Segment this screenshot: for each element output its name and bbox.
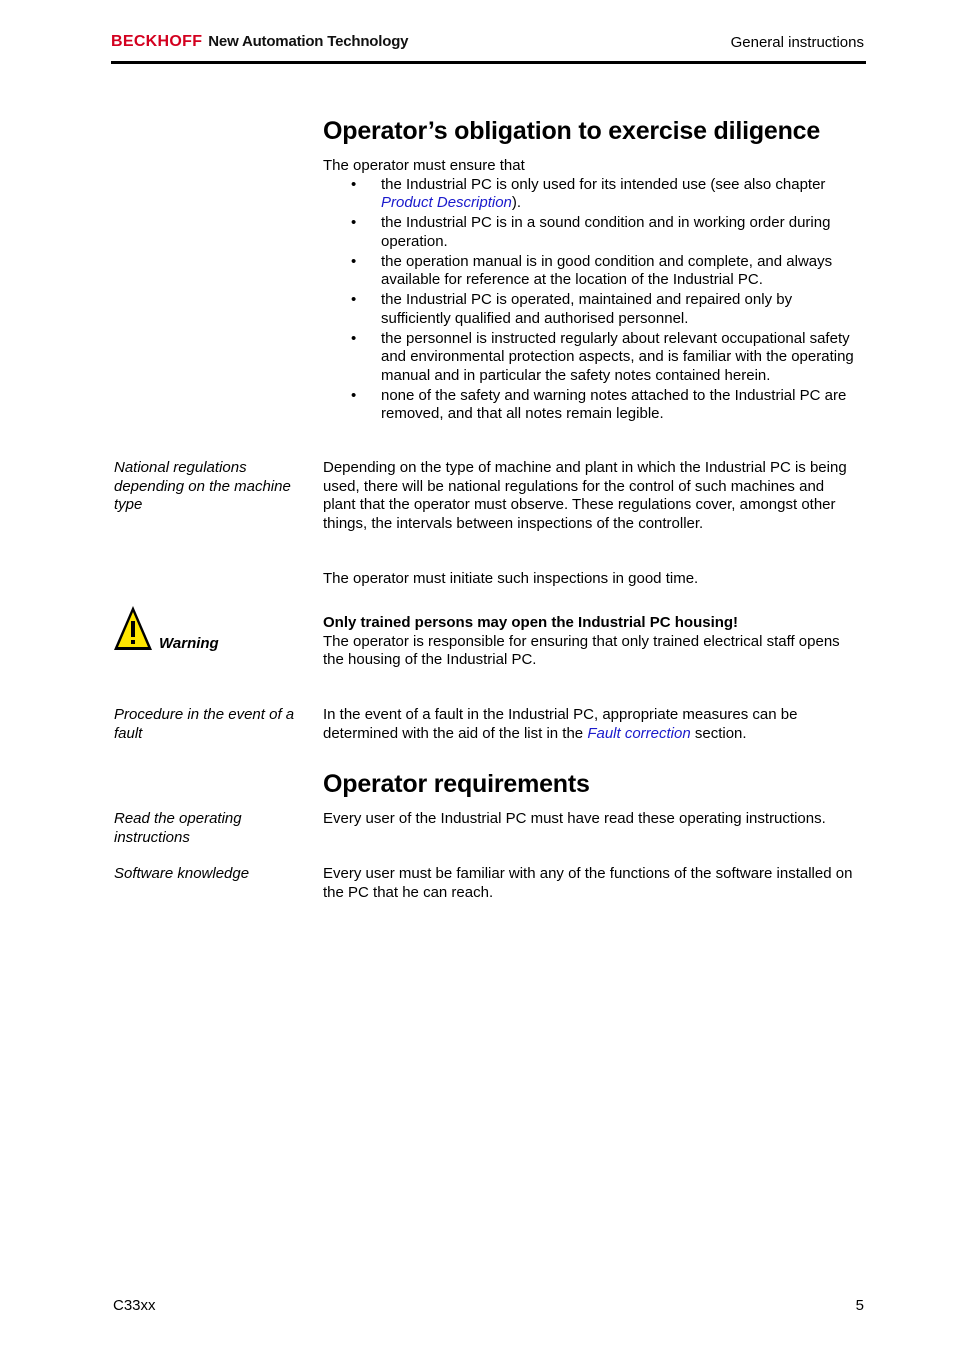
list-item: • the operation manual is in good condition and complete, and always available for reference at the location of the Industrial PC. <box>323 253 859 290</box>
read-paragraph: Every user of the Industrial PC must have read these operating instructions. <box>323 810 826 827</box>
heading-diligence: Operator’s obligation to exercise diligence <box>323 117 821 145</box>
list-item: • the Industrial PC is in a sound condition and in working order during operation. <box>323 214 859 251</box>
product-description-link[interactable]: Product Description <box>381 194 512 211</box>
national-paragraph: Depending on the type of machine and plant in which the Industrial PC is being used, there will be national regulations for the control of such machines and plant that the operator must observe. These regulations cover, amongst other things, the intervals between inspections of the controller. <box>323 459 847 532</box>
diligence-intro: The operator must ensure that <box>323 157 525 174</box>
national-paragraph-2: The operator must initiate such inspections in good time. <box>323 570 699 587</box>
warning-text: The operator is responsible for ensuring that only trained electrical staff opens the housing of the Industrial PC. <box>323 632 840 668</box>
warning-triangle-icon <box>112 604 154 652</box>
software-paragraph: Every user must be familiar with any of the functions of the software installed on the PC that he can reach. <box>323 865 853 901</box>
list-item: • none of the safety and warning notes attached to the Industrial PC are removed, and that all notes remain legible. <box>323 387 859 424</box>
side-note-read: Read the operating instructions <box>114 810 242 846</box>
fault-paragraph <box>323 706 859 743</box>
fault-correction-link[interactable]: Fault correction <box>587 724 691 742</box>
brand-tagline: New Automation Technology <box>208 33 409 50</box>
footer-doc-id: C33xx <box>113 1297 156 1314</box>
list-item <box>323 176 859 213</box>
section-title: General instructions <box>730 34 864 51</box>
fault-text: In the event of a fault in the Industrial PC, appropriate measures can be determined with the aid of the list in the <box>323 706 798 742</box>
list-item: • the personnel is instructed regularly about relevant occupational safety and environmental protection aspects, and is familiar with the operating manual and in particular the safety notes contained herein. <box>323 330 859 386</box>
list-item-text: the Industrial PC is only used for its intended use (see also chapter <box>381 175 826 193</box>
footer-page-number: 5 <box>855 1297 864 1314</box>
list-item-text: ). <box>511 194 522 211</box>
beckhoff-logo <box>111 33 408 51</box>
side-note-software: Software knowledge <box>114 865 250 882</box>
fault-text-end: section. <box>690 724 747 742</box>
side-note-national: National regulations depending on the machine type <box>114 459 291 513</box>
side-note-fault: Procedure in the event of a fault <box>114 706 295 742</box>
diligence-content <box>323 157 859 424</box>
diligence-list <box>323 176 859 424</box>
warning-headline: Only trained persons may open the Industrial PC housing! <box>323 614 739 631</box>
warning-content <box>323 614 859 670</box>
header-rule <box>111 61 866 64</box>
warning-label: Warning <box>159 635 219 652</box>
brand-name: BECKHOFF <box>111 33 203 50</box>
heading-requirements: Operator requirements <box>323 770 590 798</box>
warning-block <box>112 604 219 652</box>
list-item: • the Industrial PC is operated, maintained and repaired only by sufficiently qualified and authorised personnel. <box>323 291 859 328</box>
